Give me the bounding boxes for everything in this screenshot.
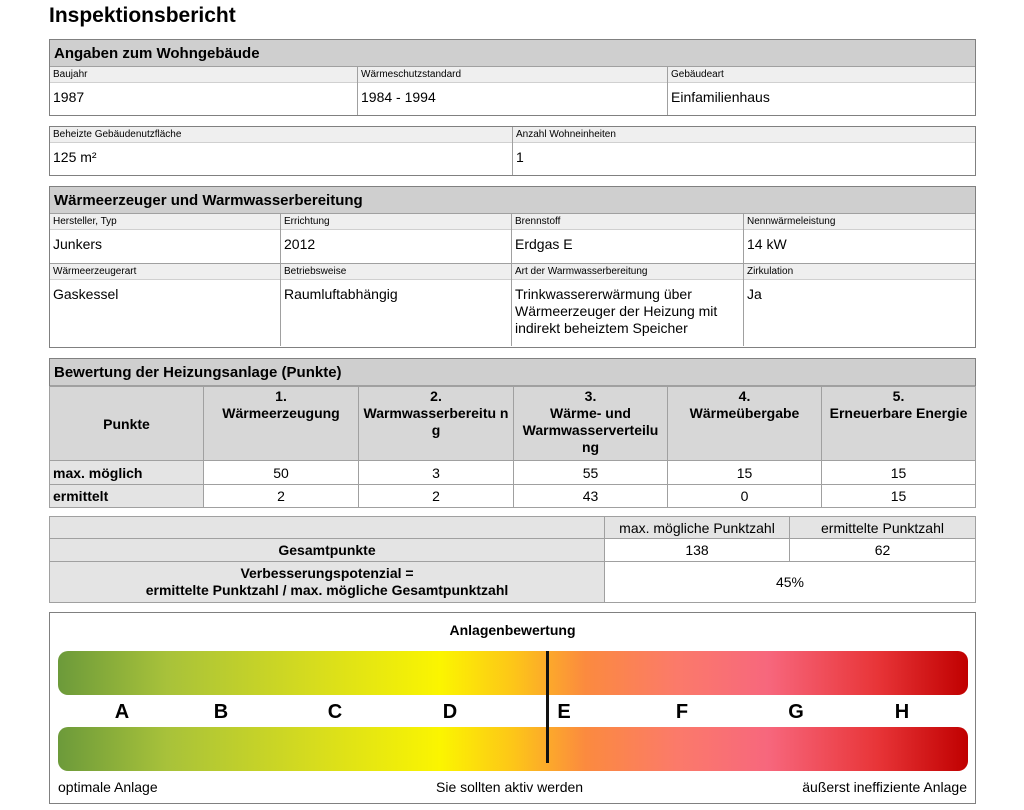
rating-center-label: Sie sollten aktiv werden [436, 779, 584, 795]
standard-label: Wärmeschutzstandard [358, 67, 667, 83]
summary-table [49, 516, 976, 603]
erzeugerart-label: Wärmeerzeugerart [50, 264, 280, 280]
ww-art-cell [512, 264, 744, 346]
col-3-name: Wärme- und Warmwasserverteilu ng [522, 405, 659, 455]
col-5-num: 5. [892, 388, 905, 404]
max-cell-4: 15 [668, 461, 822, 485]
actual-cell-4: 0 [668, 485, 822, 508]
baujahr-label: Baujahr [50, 67, 357, 83]
ww-art-label: Art der Warmwasserbereitung [512, 264, 743, 280]
rating-letter-c: C [327, 701, 343, 723]
baujahr-cell [50, 67, 358, 115]
flaeche-label: Beheizte Gebäudenutzfläche [50, 127, 512, 143]
rating-letter-a: A [114, 701, 130, 723]
summary-section [49, 516, 976, 602]
max-cell-3: 55 [514, 461, 668, 485]
errichtung-label: Errichtung [281, 214, 511, 230]
rating-bar-top [58, 651, 968, 695]
gebaeudeart-label: Gebäudeart [668, 67, 975, 83]
betrieb-value: Raumluftabhängig [284, 286, 398, 302]
max-cell-1: 50 [204, 461, 359, 485]
zirkulation-value: Ja [747, 286, 762, 302]
col-1-num: 1. [275, 388, 287, 404]
summary-blank-header [50, 517, 605, 539]
errichtung-cell [281, 214, 512, 263]
erzeugerart-value: Gaskessel [53, 286, 119, 302]
max-cell-5: 15 [822, 461, 976, 485]
potential-label-line-1: Verbesserungspotenzial = [240, 565, 414, 581]
rating-letter-e: E [557, 701, 571, 723]
rating-letter-h: H [894, 701, 910, 723]
page-title: Inspektionsbericht [49, 4, 236, 27]
generator-section [49, 186, 976, 348]
col-1-name: Wärmeerzeugung [222, 405, 340, 421]
brennstoff-label: Brennstoff [512, 214, 743, 230]
leistung-label: Nennwärmeleistung [744, 214, 975, 230]
max-cell-2: 3 [359, 461, 514, 485]
actual-cell-3: 43 [514, 485, 668, 508]
gebaeudeart-cell [668, 67, 975, 115]
gebaeudeart-value: Einfamilienhaus [671, 89, 770, 105]
rating-bar-bottom [58, 727, 968, 771]
hersteller-cell [50, 214, 281, 263]
actual-row-label: ermittelt [50, 485, 204, 508]
rating-letter-g: G [788, 701, 804, 723]
generator-heading: Wärmeerzeuger und Warmwasserbereitung [50, 187, 975, 214]
einheiten-cell [513, 127, 975, 175]
summary-actual-header: ermittelte Punktzahl [790, 517, 976, 539]
max-row-label: max. möglich [50, 461, 204, 485]
rating-section [49, 612, 976, 804]
rating-letter-b: B [213, 701, 229, 723]
col-2-header [359, 387, 514, 461]
area-section [49, 126, 976, 176]
col-1-header [204, 387, 359, 461]
betrieb-label: Betriebsweise [281, 264, 511, 280]
rating-letter-f: F [675, 701, 689, 723]
flaeche-cell [50, 127, 513, 175]
betrieb-cell [281, 264, 512, 346]
actual-cell-5: 15 [822, 485, 976, 508]
col-2-name: Warmwasserbereitu ng [363, 405, 509, 438]
zirkulation-cell [744, 264, 975, 346]
brennstoff-value: Erdgas E [515, 236, 573, 252]
potential-value: 45% [605, 562, 976, 603]
rating-title: Anlagenbewertung [449, 622, 576, 638]
actual-cell-1: 2 [204, 485, 359, 508]
zirkulation-label: Zirkulation [744, 264, 975, 280]
hersteller-value: Junkers [53, 236, 103, 252]
rating-right-label: äußerst ineffiziente Anlage [802, 779, 967, 795]
rating-letter-d: D [442, 701, 458, 723]
actual-cell-2: 2 [359, 485, 514, 508]
standard-value: 1984 - 1994 [361, 89, 436, 105]
building-heading: Angaben zum Wohngebäude [50, 40, 975, 67]
current-rating-marker [546, 651, 549, 763]
points-row-header-text: Punkte [103, 415, 150, 432]
points-heading: Bewertung der Heizungsanlage (Punkte) [50, 359, 975, 386]
col-4-header [668, 387, 822, 461]
leistung-cell [744, 214, 975, 263]
errichtung-value: 2012 [284, 236, 316, 252]
points-table [49, 386, 976, 508]
potential-label [50, 562, 605, 603]
col-2-num: 2. [430, 388, 442, 404]
rating-left-label: optimale Anlage [58, 779, 158, 795]
building-section [49, 39, 976, 116]
einheiten-value: 1 [516, 149, 524, 165]
col-4-num: 4. [738, 388, 751, 404]
points-row-header [50, 387, 204, 461]
leistung-value: 14 kW [747, 236, 787, 252]
total-max-value: 138 [605, 539, 790, 562]
baujahr-value: 1987 [53, 89, 85, 105]
summary-max-header: max. mögliche Punktzahl [605, 517, 790, 539]
ww-art-value: Trinkwassererwärmung über Wärmeerzeuger der Heizung mit indirekt beheiztem Speicher [515, 286, 718, 336]
brennstoff-cell [512, 214, 744, 263]
hersteller-label: Hersteller, Typ [50, 214, 280, 230]
total-label: Gesamtpunkte [50, 539, 605, 562]
total-actual-value: 62 [790, 539, 976, 562]
col-5-name: Erneuerbare Energie [829, 405, 968, 421]
standard-cell [358, 67, 668, 115]
col-4-name: Wärmeübergabe [689, 405, 800, 421]
potential-label-line-2: ermittelte Punktzahl / max. mögliche Gesamtpunktzahl [145, 582, 509, 598]
erzeugerart-cell [50, 264, 281, 346]
col-3-num: 3. [584, 388, 597, 404]
points-section [49, 358, 976, 506]
flaeche-value: 125 m² [53, 149, 97, 165]
col-3-header [514, 387, 668, 461]
col-5-header [822, 387, 976, 461]
einheiten-label: Anzahl Wohneinheiten [513, 127, 975, 143]
